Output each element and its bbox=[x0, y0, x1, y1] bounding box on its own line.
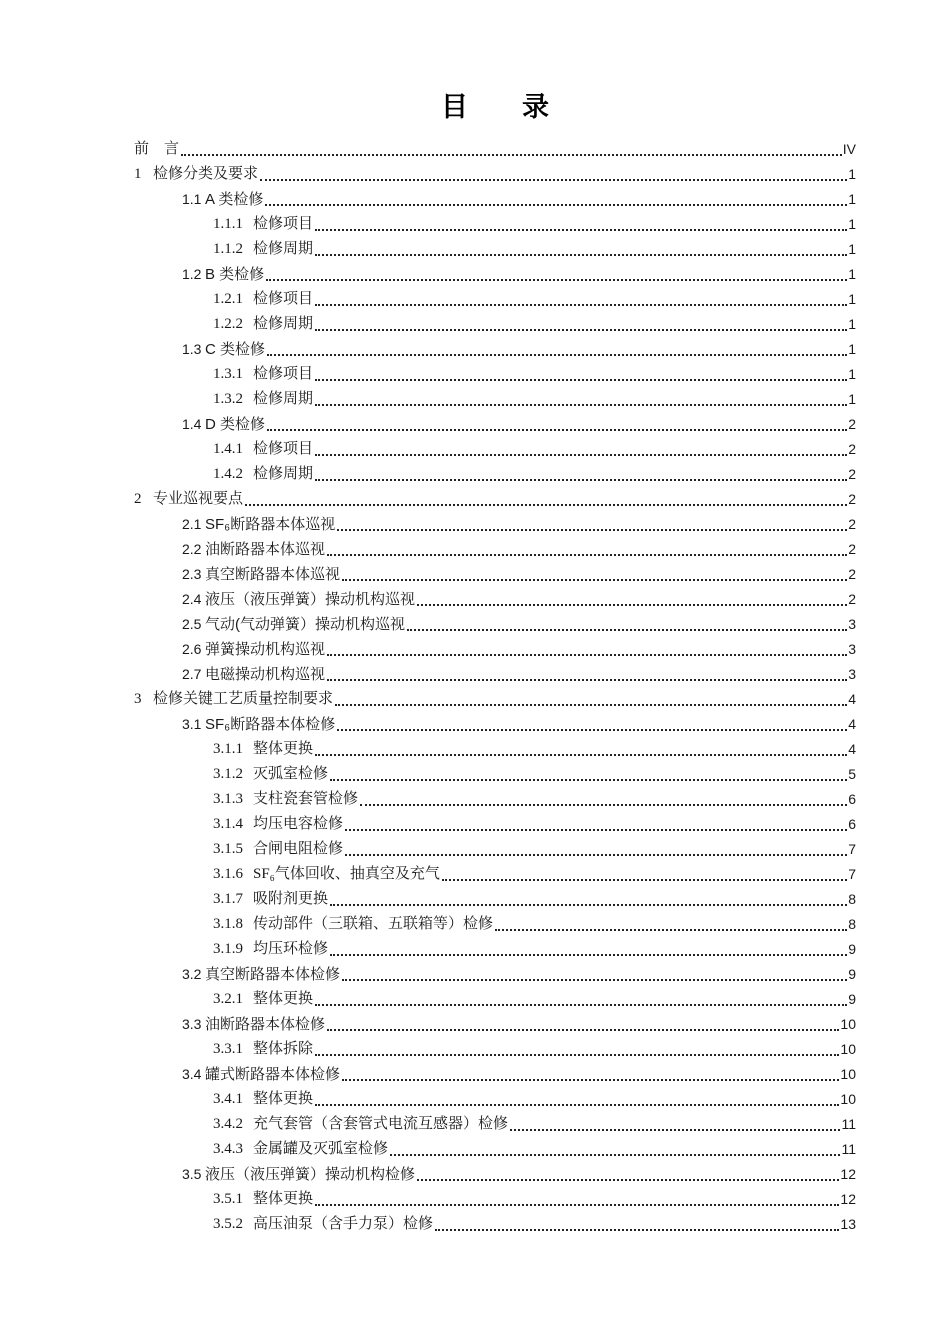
toc-leader-dots bbox=[315, 454, 847, 456]
toc-entry-label: 油断路器本体检修 bbox=[205, 1016, 326, 1033]
toc-leader-dots bbox=[315, 1004, 847, 1006]
toc-entry-number: 3.1.7 bbox=[213, 891, 243, 907]
toc-entry[interactable] bbox=[182, 412, 856, 437]
toc-entry-page: 7 bbox=[848, 841, 856, 857]
toc-entry[interactable] bbox=[182, 1012, 856, 1037]
toc-leader-dots bbox=[315, 404, 847, 406]
toc-entry-page: 1 bbox=[848, 391, 856, 407]
toc-entry[interactable] bbox=[182, 962, 856, 987]
toc-entry-label: 检修关键工艺质量控制要求 bbox=[153, 691, 334, 707]
toc-leader-dots bbox=[345, 854, 847, 856]
toc-entry-number: 3.3 bbox=[182, 1016, 202, 1032]
toc-leader-dots bbox=[407, 629, 847, 631]
toc-entry-label: 整体拆除 bbox=[253, 1041, 314, 1057]
toc-entry[interactable] bbox=[213, 1187, 856, 1212]
toc-entry-label: 专业巡视要点 bbox=[153, 491, 244, 507]
toc-entry[interactable] bbox=[213, 362, 856, 387]
toc-entry-page: 3 bbox=[848, 616, 856, 632]
toc-entry-number: 1 bbox=[134, 166, 142, 182]
toc-leader-dots bbox=[315, 329, 847, 331]
toc-entry[interactable] bbox=[213, 737, 856, 762]
toc-entry[interactable] bbox=[182, 562, 856, 587]
toc-entry[interactable] bbox=[213, 212, 856, 237]
toc-entry-page: 2 bbox=[848, 416, 856, 432]
toc-entry-number: 2.4 bbox=[182, 591, 202, 607]
toc-entry-page: 1 bbox=[848, 166, 856, 182]
toc-entry-page: 1 bbox=[848, 266, 856, 282]
toc-entry-page: 12 bbox=[840, 1166, 856, 1182]
toc-leader-dots bbox=[330, 954, 847, 956]
toc-entry-page: 1 bbox=[848, 291, 856, 307]
toc-entry-label: 弹簧操动机构巡视 bbox=[205, 641, 326, 658]
toc-leader-dots bbox=[265, 204, 847, 206]
toc-entry-number: 3.1.9 bbox=[213, 941, 243, 957]
toc-entry-page: 13 bbox=[840, 1216, 856, 1232]
toc-entry-page: 2 bbox=[848, 441, 856, 457]
toc-leader-dots bbox=[315, 1104, 839, 1106]
toc-entry-label: 电磁操动机构巡视 bbox=[205, 666, 326, 683]
toc-entry-number: 3.1.4 bbox=[213, 816, 243, 832]
toc-entry-page: 1 bbox=[848, 241, 856, 257]
toc-leader-dots bbox=[315, 379, 847, 381]
toc-entry[interactable] bbox=[213, 237, 856, 262]
toc-entry[interactable] bbox=[213, 462, 856, 487]
toc-leader-dots bbox=[266, 279, 847, 281]
toc-entry[interactable] bbox=[213, 1137, 856, 1162]
toc-entry-number: 3.2.1 bbox=[213, 991, 243, 1007]
toc-leader-dots bbox=[327, 654, 847, 656]
toc-entry-number: 2.1 bbox=[182, 516, 202, 532]
toc-entry[interactable] bbox=[213, 1037, 856, 1062]
toc-list bbox=[0, 137, 950, 1237]
toc-entry-number: 3.2 bbox=[182, 966, 202, 982]
toc-leader-dots bbox=[315, 1204, 839, 1206]
toc-entry[interactable] bbox=[213, 937, 856, 962]
toc-leader-dots bbox=[342, 579, 847, 581]
toc-leader-dots bbox=[315, 304, 847, 306]
toc-leader-dots bbox=[267, 429, 847, 431]
toc-entry-page: 12 bbox=[840, 1191, 856, 1207]
toc-entry-number: 3.3.1 bbox=[213, 1041, 243, 1057]
toc-leader-dots bbox=[342, 1079, 839, 1081]
toc-entry[interactable] bbox=[182, 262, 856, 287]
toc-entry-number: 3.4.2 bbox=[213, 1116, 243, 1132]
toc-entry-label: 液压（液压弹簧）操动机构检修 bbox=[205, 1166, 416, 1183]
toc-entry-label: 检修项目 bbox=[253, 291, 314, 307]
toc-leader-dots bbox=[510, 1129, 840, 1131]
toc-entry-label: 传动部件（三联箱、五联箱等）检修 bbox=[253, 916, 494, 932]
toc-entry-page: 8 bbox=[848, 916, 856, 932]
toc-leader-dots bbox=[245, 504, 847, 506]
toc-entry-label: 真空断路器本体检修 bbox=[205, 966, 341, 983]
toc-entry[interactable] bbox=[213, 387, 856, 412]
toc-entry-label: A 类检修 bbox=[205, 191, 264, 208]
toc-entry-number: 3.4.1 bbox=[213, 1091, 243, 1107]
toc-entry-number: 3.4 bbox=[182, 1066, 202, 1082]
toc-entry[interactable] bbox=[213, 862, 856, 887]
toc-leader-dots bbox=[267, 354, 847, 356]
toc-entry-page: 4 bbox=[848, 691, 856, 707]
toc-entry-label: 整体更换 bbox=[253, 1091, 314, 1107]
toc-entry-page: 11 bbox=[841, 1141, 856, 1157]
toc-entry-label: 检修周期 bbox=[253, 391, 314, 407]
toc-entry[interactable] bbox=[182, 1062, 856, 1087]
toc-entry-number: 3.1.8 bbox=[213, 916, 243, 932]
toc-entry[interactable] bbox=[213, 787, 856, 812]
toc-entry-label: C 类检修 bbox=[205, 341, 266, 358]
toc-entry-number: 2 bbox=[134, 491, 142, 507]
toc-entry[interactable] bbox=[213, 812, 856, 837]
toc-entry-label: 高压油泵（含手力泵）检修 bbox=[253, 1216, 434, 1232]
toc-entry[interactable] bbox=[213, 837, 856, 862]
toc-entry-number: 3.1.2 bbox=[213, 766, 243, 782]
toc-leader-dots bbox=[181, 154, 842, 156]
toc-entry[interactable] bbox=[134, 162, 856, 187]
toc-entry[interactable] bbox=[182, 512, 856, 537]
toc-entry-number: 3.4.3 bbox=[213, 1141, 243, 1157]
toc-entry-number: 1.1.1 bbox=[213, 216, 243, 232]
toc-entry-number: 1.4 bbox=[182, 416, 202, 432]
toc-entry[interactable] bbox=[182, 1162, 856, 1187]
toc-entry-page: 1 bbox=[848, 366, 856, 382]
toc-entry-page: 5 bbox=[848, 766, 856, 782]
toc-entry-number: 3.1.6 bbox=[213, 866, 243, 882]
toc-entry-label: 均压电容检修 bbox=[253, 816, 344, 832]
toc-leader-dots bbox=[345, 829, 847, 831]
toc-entry[interactable] bbox=[182, 187, 856, 212]
toc-entry-page: 8 bbox=[848, 891, 856, 907]
toc-entry[interactable] bbox=[134, 487, 856, 512]
toc-entry[interactable] bbox=[182, 587, 856, 612]
toc-entry-number: 3 bbox=[134, 691, 142, 707]
toc-entry[interactable] bbox=[182, 637, 856, 662]
toc-entry-number: 1.3.1 bbox=[213, 366, 243, 382]
toc-entry-number: 3.5.2 bbox=[213, 1216, 243, 1232]
toc-entry-page: 2 bbox=[848, 566, 856, 582]
toc-title: 目 录 bbox=[441, 92, 549, 122]
toc-entry-page: 7 bbox=[848, 866, 856, 882]
toc-entry-number: 1.2.1 bbox=[213, 291, 243, 307]
toc-entry-label: SF₆断路器本体检修 bbox=[205, 716, 336, 733]
toc-leader-dots bbox=[330, 904, 847, 906]
toc-entry-label: 均压环检修 bbox=[253, 941, 329, 957]
toc-entry-number: 1.2 bbox=[182, 266, 202, 282]
toc-leader-dots bbox=[315, 229, 847, 231]
toc-entry[interactable] bbox=[134, 687, 856, 712]
toc-leader-dots bbox=[315, 479, 847, 481]
toc-entry-number: 1.3 bbox=[182, 341, 202, 357]
toc-entry-label: 罐式断路器本体检修 bbox=[205, 1066, 341, 1083]
toc-entry[interactable] bbox=[213, 437, 856, 462]
toc-entry-label: 整体更换 bbox=[253, 741, 314, 757]
toc-entry-page: 1 bbox=[848, 191, 856, 207]
toc-entry-page: 10 bbox=[840, 1041, 856, 1057]
toc-leader-dots bbox=[330, 779, 847, 781]
toc-leader-dots bbox=[417, 604, 847, 606]
toc-leader-dots bbox=[495, 929, 847, 931]
toc-entry-number: 3.1.1 bbox=[213, 741, 243, 757]
toc-entry-label: 整体更换 bbox=[253, 1191, 314, 1207]
toc-entry-page: 10 bbox=[840, 1066, 856, 1082]
toc-entry-number: 1.4.1 bbox=[213, 441, 243, 457]
toc-entry-page: 10 bbox=[840, 1016, 856, 1032]
toc-entry[interactable] bbox=[213, 887, 856, 912]
toc-entry[interactable] bbox=[213, 1212, 856, 1237]
toc-entry[interactable] bbox=[213, 912, 856, 937]
toc-entry-label: 检修项目 bbox=[253, 216, 314, 232]
toc-leader-dots bbox=[390, 1154, 840, 1156]
toc-entry-label: 真空断路器本体巡视 bbox=[205, 566, 341, 583]
toc-entry-page: 1 bbox=[848, 341, 856, 357]
toc-entry-number: 1.4.2 bbox=[213, 466, 243, 482]
toc-entry-number: 2.7 bbox=[182, 666, 202, 682]
toc-entry-label: 检修项目 bbox=[253, 366, 314, 382]
toc-leader-dots bbox=[342, 979, 847, 981]
toc-entry-page: 1 bbox=[848, 216, 856, 232]
toc-entry-label: 检修周期 bbox=[253, 316, 314, 332]
toc-entry[interactable] bbox=[213, 287, 856, 312]
toc-entry-label: 吸附剂更换 bbox=[253, 891, 329, 907]
toc-entry-number: 3.5 bbox=[182, 1166, 202, 1182]
toc-entry-page: 4 bbox=[848, 741, 856, 757]
toc-entry-label: 油断路器本体巡视 bbox=[205, 541, 326, 558]
toc-entry[interactable] bbox=[213, 1087, 856, 1112]
toc-entry-label: 检修分类及要求 bbox=[153, 166, 259, 182]
toc-leader-dots bbox=[315, 254, 847, 256]
toc-entry-label: 充气套管（含套管式电流互感器）检修 bbox=[253, 1116, 509, 1132]
toc-entry[interactable] bbox=[182, 662, 856, 687]
toc-entry[interactable] bbox=[134, 137, 856, 162]
toc-entry[interactable] bbox=[182, 712, 856, 737]
toc-entry-number: 3.1.5 bbox=[213, 841, 243, 857]
toc-entry-page: 6 bbox=[848, 816, 856, 832]
toc-leader-dots bbox=[360, 804, 847, 806]
toc-entry-number: 3.1 bbox=[182, 716, 202, 732]
toc-entry-label: 支柱瓷套管检修 bbox=[253, 791, 359, 807]
toc-entry-label: 合闸电阻检修 bbox=[253, 841, 344, 857]
toc-leader-dots bbox=[335, 704, 847, 706]
toc-entry-page: 9 bbox=[848, 991, 856, 1007]
toc-entry-label: B 类检修 bbox=[205, 266, 265, 283]
toc-leader-dots bbox=[435, 1229, 839, 1231]
toc-entry-page: 2 bbox=[848, 491, 856, 507]
toc-entry-label: 整体更换 bbox=[253, 991, 314, 1007]
toc-entry[interactable] bbox=[213, 312, 856, 337]
toc-entry-number: 1.3.2 bbox=[213, 391, 243, 407]
toc-entry-number: 2.6 bbox=[182, 641, 202, 657]
toc-entry-label: 检修项目 bbox=[253, 441, 314, 457]
toc-entry-page: 3 bbox=[848, 641, 856, 657]
toc-entry-number: 2.5 bbox=[182, 616, 202, 632]
toc-entry[interactable] bbox=[182, 337, 856, 362]
toc-entry-label: 检修周期 bbox=[253, 466, 314, 482]
toc-leader-dots bbox=[327, 679, 847, 681]
toc-entry[interactable] bbox=[213, 987, 856, 1012]
toc-entry-page: 3 bbox=[848, 666, 856, 682]
toc-leader-dots bbox=[417, 1179, 839, 1181]
toc-leader-dots bbox=[337, 529, 847, 531]
toc-leader-dots bbox=[260, 179, 847, 181]
toc-entry-label: SF₆气体回收、抽真空及充气 bbox=[253, 866, 440, 882]
toc-entry-label: 前 言 bbox=[134, 141, 180, 157]
toc-entry-label: 检修周期 bbox=[253, 241, 314, 257]
toc-entry[interactable] bbox=[213, 1112, 856, 1137]
toc-leader-dots bbox=[442, 879, 847, 881]
toc-entry-number: 1.2.2 bbox=[213, 316, 243, 332]
toc-entry-number: 3.1.3 bbox=[213, 791, 243, 807]
toc-entry-number: 1.1 bbox=[182, 191, 202, 207]
toc-entry-page: 9 bbox=[848, 941, 856, 957]
toc-entry-page: 2 bbox=[848, 541, 856, 557]
toc-leader-dots bbox=[315, 1054, 839, 1056]
toc-entry-label: D 类检修 bbox=[205, 416, 266, 433]
toc-entry-page: 6 bbox=[848, 791, 856, 807]
toc-entry-number: 1.1.2 bbox=[213, 241, 243, 257]
toc-entry[interactable] bbox=[182, 612, 856, 637]
toc-entry-page: IV bbox=[842, 141, 856, 157]
toc-entry-label: 液压（液压弹簧）操动机构巡视 bbox=[205, 591, 416, 608]
toc-leader-dots bbox=[327, 554, 847, 556]
toc-entry-label: 气动(气动弹簧）操动机构巡视 bbox=[205, 616, 405, 633]
toc-entry-page: 2 bbox=[848, 516, 856, 532]
toc-entry-number: 2.3 bbox=[182, 566, 202, 582]
toc-entry-page: 1 bbox=[848, 316, 856, 332]
toc-leader-dots bbox=[337, 729, 847, 731]
toc-entry-page: 2 bbox=[848, 466, 856, 482]
toc-leader-dots bbox=[315, 754, 847, 756]
toc-entry-number: 3.5.1 bbox=[213, 1191, 243, 1207]
toc-entry-page: 10 bbox=[840, 1091, 856, 1107]
toc-entry-label: 灭弧室检修 bbox=[253, 766, 329, 782]
toc-entry[interactable] bbox=[182, 537, 856, 562]
toc-entry-page: 4 bbox=[848, 716, 856, 732]
toc-entry-page: 2 bbox=[848, 591, 856, 607]
toc-entry-page: 9 bbox=[848, 966, 856, 982]
toc-entry-number: 2.2 bbox=[182, 541, 202, 557]
toc-entry-page: 11 bbox=[841, 1116, 856, 1132]
toc-entry-label: 金属罐及灭弧室检修 bbox=[253, 1141, 389, 1157]
toc-entry-label: SF₆断路器本体巡视 bbox=[205, 516, 336, 533]
toc-entry[interactable] bbox=[213, 762, 856, 787]
toc-leader-dots bbox=[327, 1029, 839, 1031]
